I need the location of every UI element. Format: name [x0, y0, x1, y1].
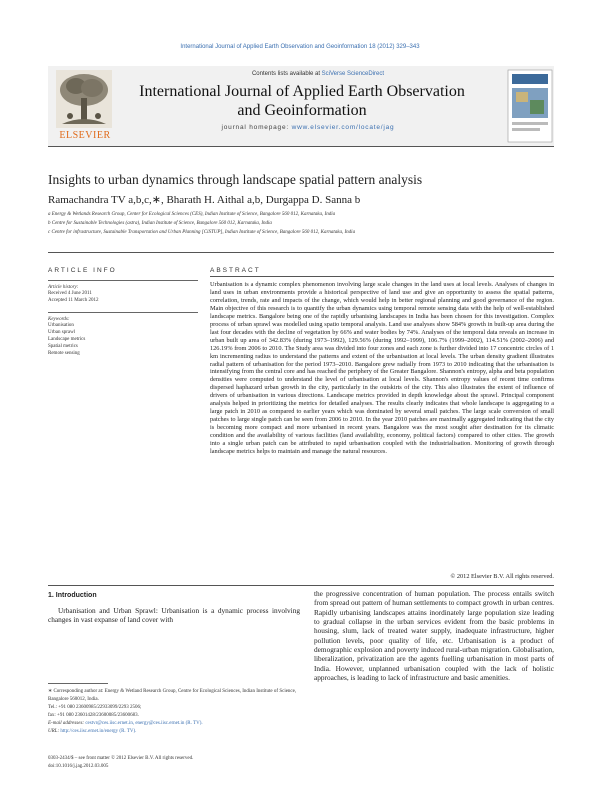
copyright-notice: © 2012 Elsevier B.V. All rights reserved.	[450, 573, 554, 580]
url-line	[48, 728, 300, 736]
affiliation-b: b Centre for Sustainable Technologies (astra), Indian Institute of Science, Bangalore 560 012, Karnataka, India	[48, 221, 272, 226]
sciencedirect-link[interactable]: SciVerse ScienceDirect	[321, 71, 385, 77]
doi-line: doi:10.1016/j.jag.2012.03.005	[48, 764, 109, 769]
keyword: Remote sensing	[48, 351, 80, 356]
divider	[48, 312, 198, 313]
history-received: Received 4 June 2011	[48, 291, 92, 296]
footnote-divider	[48, 683, 108, 684]
introduction-paragraph: Urbanisation and Urban Sprawl: Urbanisation is a dynamic process involving changes in vast expanse of land cover with	[48, 606, 300, 625]
url-link[interactable]: http://ces.iisc.ernet.in/energy (R. TV).	[60, 729, 137, 734]
history-label: Article history:	[48, 285, 79, 290]
publisher-logo-text: ELSEVIER	[59, 130, 111, 141]
affiliation-a: a Energy & Wetlands Research Group, Center for Ecological Sciences (CES), Indian Institute of Science, Bangalore 560 012, Karnataka, India	[48, 212, 336, 217]
keyword: Urbanisation	[48, 323, 74, 328]
article-info	[48, 267, 198, 357]
issn-line: 0303-2434/$ – see front matter © 2012 Elsevier B.V. All rights reserved.	[48, 756, 194, 761]
journal-title: International Journal of Applied Earth Observation and Geoinformation	[139, 83, 465, 119]
article-title: Insights to urban dynamics through landscape spatial pattern analysis	[48, 172, 423, 187]
affiliation-c: c Centre for infrastructure, Sustainable Transportation and Urban Planning [CiSTUP], Indian Institute of Science, Bangalore 560 012, Karnataka, India	[48, 230, 356, 235]
tree-icon	[56, 70, 112, 128]
abstract-text: Urbanisation is a dynamic complex phenomenon involving large scale changes in the land uses at local levels. Analyses of changes in land uses in urban environments provide a historical perspective of land use and give an opportunity to assess the spatial patterns, correlation, trends, rate and impacts of the change, which would help in better regional planning and good governance of the region. Main objective of this research is to quantify the urban dynamics using temporal remote sensing data with the help of well-established landscape metrics. Bangalore being one of the rapidly urbanising landscapes in India has been chosen for this investigation. Complex process of urban sprawl was modelled using spatio temporal analysis. Land use analyses show 584% growth in built-up area during the last four decades with the decline of vegetation by 66% and water bodies by 74%. Analyses of the temporal data reveals an increase in urban built up area of 342.83% (during 1973–1992), 129.56% (during 1992–1999), 106.7% (1999–2002), 114.51% (2002–2006) and 126.19% from 2006 to 2010. The Study area was divided into four zones and each zone is further divided into 17 concentric circles of 1 km incrementing radius to understand the patterns and extent of the urbanisation at local levels. The urban density gradient illustrates radial pattern of urbanisation for the period 1973–2010. Bangalore grew radially from 1973 to 2010 indicating that the urbanisation is intensifying from the central core and has reached the periphery of the Greater Bangalore. Shannon's entropy, alpha and beta population densities were computed to understand the level of urbanisation at local levels. Shannon's entropy values of recent time confirms dispersed haphazard urban growth in the city, particularly in the outskirts of the city. This also illustrates the extent of influence of drivers of urbanisation in various directions. Landscape metrics provided in depth knowledge about the sprawl. Principal component analysis helped in prioritizing the metrics for detailed analyses. The results clearly indicates that whole landscape is aggregating to a large patch in 2010 as compared to earlier years which was dominated by several small patches. The large scale conversion of small patches to large single patch can be seen from 2006 to 2010. In the year 2010 patches are maximally aggregated indicating that the city is becoming more compact and more urbanised in recent years. Bangalore was the most sought after destination for its climatic condition and the availability of various facilities (land availability, economy, political factors) compared to other cities. The growth into a single urban patch can be attributed to rapid urbanisation coupled with the industrialisation. Monitoring of growth through landscape metrics helps to maintain and manage the natural resources.	[210, 281, 554, 456]
telephone: Tel.: +91 080 23600985/22933099/2293 2506;	[48, 705, 142, 710]
keyword: Spatial metrics	[48, 344, 78, 349]
journal-cover-thumbnail	[504, 66, 554, 146]
corresponding-author-note: ∗ Corresponding author at: Energy & Wetland Research Group, Centre for Ecological Sciences, Indian Institute of Science, Bangalore 560012, India.	[48, 689, 297, 702]
keyword: Landscape metrics	[48, 337, 86, 342]
email-link[interactable]: cestvr@ces.iisc.ernet.in, energy@ces.iisc.ernet.in (R. TV).	[85, 721, 203, 726]
divider	[210, 276, 554, 277]
url-label: URL:	[48, 729, 61, 734]
contents-line	[168, 71, 468, 77]
divider	[48, 585, 554, 586]
email-label: E-mail addresses:	[48, 721, 86, 726]
front-matter	[48, 755, 348, 771]
divider	[48, 252, 554, 253]
keywords-label: Keywords:	[48, 317, 70, 322]
footnotes	[48, 688, 300, 736]
homepage-link[interactable]: www.elsevier.com/locate/jag	[291, 124, 395, 131]
article-info-heading: ARTICLE INFO	[48, 267, 117, 274]
divider	[48, 280, 198, 281]
journal-masthead	[48, 66, 554, 147]
section-heading-introduction: 1. Introduction	[48, 592, 97, 599]
elsevier-logo	[48, 66, 120, 146]
abstract-heading: ABSTRACT	[210, 267, 261, 274]
history-accepted: Accepted 11 March 2012	[48, 298, 99, 303]
keyword: Urban sprawl	[48, 330, 76, 335]
email-line	[48, 720, 300, 728]
introduction-paragraph-continued: the progressive concentration of human population. The process entails switch from spread out pattern of human settlements to compact growth in urban centres. Rapidly urbanising landscapes attains inordinately large population size leading to gradual collapse in the urban services evident from the basic problems in housing, slum, lack of treated water supply, inadequate infrastructure, higher pollution levels, poor quality of life, etc. Urbanisation is a product of demographic explosion and poverty induced rural-urban migration. Globalisation, liberalization, privatization are the agents fuelling urbanisation in most parts of India. However, unplanned urbanisation coupled with the lack of holistic approaches, is leading to lack of infrastructure and basic amenities.	[314, 589, 554, 683]
running-header: International Journal of Applied Earth Observation and Geoinformation 18 (2012) 329–343	[180, 44, 420, 50]
journal-homepage	[148, 124, 468, 131]
homepage-prefix: journal homepage:	[221, 124, 292, 131]
article-authors: Ramachandra TV a,b,c,∗, Bharath H. Aithal a,b, Durgappa D. Sanna b	[48, 194, 361, 206]
fax: fax: +91 080 23601428/23600085/23600683.	[48, 713, 139, 718]
contents-prefix: Contents lists available at	[251, 71, 322, 77]
